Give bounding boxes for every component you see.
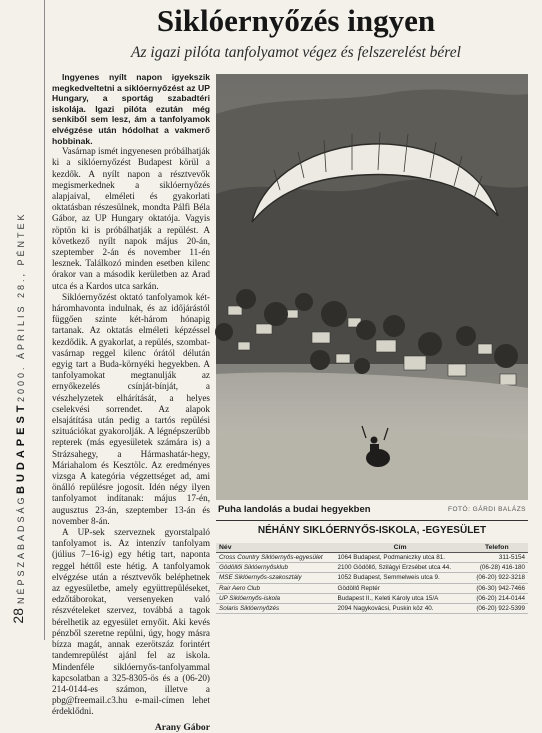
schools-table [216,543,528,614]
issue-date: 2000. ÁPRILIS 28., PÉNTEK [16,211,26,402]
paper-name: NÉPSZABADSÁG [16,494,26,604]
article-column [52,72,210,733]
school-name: MSE Siklóernyős-szakosztály [216,573,335,583]
school-address: Budapest II., Keleti Károly utca 15/A [335,593,466,603]
header-address: Cím [335,543,466,553]
table-row [216,603,528,613]
school-phone: (06-20) 922-5399 [466,603,528,613]
paraglider-photo-image [216,74,528,500]
table-row [216,563,528,573]
school-address: 1052 Budapest, Semmelweis utca 9. [335,573,466,583]
byline: Arany Gábor [154,721,210,733]
subtitle: Az igazi pilóta tanfolyamot végez és felszerelést bérel [131,44,461,61]
school-name: UP Siklóernyős-iskola [216,593,335,603]
school-phone: (06-20) 214-0144 [466,593,528,603]
school-address: 2100 Gödöllő, Szilágyi Erzsébet utca 44. [335,563,466,573]
masthead-strip [0,0,45,640]
school-phone: (06-28) 416-180 [466,563,528,573]
table-row [216,573,528,583]
table-row [216,593,528,603]
school-phone: (06-20) 922-3218 [466,573,528,583]
school-phone: (06-30) 942-7466 [466,583,528,593]
paraglider-photo [216,74,528,500]
photo-caption: Puha landolás a budai hegyekben [218,503,371,515]
school-address: Gödöllő Reptér [335,583,466,593]
school-name: Rair Aero Club [216,583,335,593]
school-phone: 311-5154 [466,553,528,563]
school-address: 1064 Budapest, Podmaniczky utca 81. [335,553,466,563]
schools-title: NÉHÁNY SIKLÓERNYŐS-ISKOLA, -EGYESÜLET [257,525,487,536]
photo-caption-row [218,502,526,516]
table-row [216,583,528,593]
header-phone: Telefon [466,543,528,553]
article-paragraph-1: Vasárnap ismét ingyenesen próbálhatják ki a siklóernyőzést Budapest körül a kezdők. A nyílt napon a résztvevők megismerkednek a siklóernyőzés alapjaival, elméleti és gyakorlati oktatásban részesülnek, mondta Pálfi Béla Gábor, az UP Hungary oktatója. Vagyis röptön ki is próbálhatják a repülést. A következő nyílt napok május 20-án, szeptember 2-án és november 11-én lesznek. Találkozó minden esetben kilenc órakor van a második kerületben az Arad utca és a Kardos utca sarkán. [52,146,210,291]
city-name: BUDAPEST [15,401,27,495]
school-name: Gödöllői Siklóernyősklub [216,563,335,573]
article-paragraph-2: Siklóernyőzést oktató tanfolyamok két-háromhavonta indulnak, és az időjárástól függően szinte két-három hónapig tartanak. Az oktatás elméleti képzéssel kezdődik. A gyakorlat, a repülés, szombat-vasárnap reggel kilenc órától délután egyig tart a Buda-környéki hegyekben. A tanfolyamokat megtanulják az ernyőkezelés csínját-bínját, a vészhelyzetek elhárítását, a helyes cselekvési sorrendet. Az alapok elsajátítása után pedig a tartós repülési szituációkat gyakorolják. A légnépszerűbb repterek (más egyesületek számára is) a Strázsahegy, a Hármashatár-hegy, Máriahalom és Kesztölc. Az eredményes vizsga A kategória végzettséget ad, ami önálló repülésre jogosít. Idén négy ilyen tanfolyamot indítanak: május 17-én, augusztus 23-án, szeptember 13-án és november 8-án. [52,291,210,526]
headline: Siklóernyőzés ingyen [156,3,436,38]
school-name: Solaris Siklóernyőzés [216,603,335,613]
photo-credit: FOTÓ: GÁRDI BALÁZS [448,505,526,513]
school-name: Cross Country Siklóernyős-egyesület [216,553,335,563]
table-row [216,553,528,563]
school-address: 2094 Nagykovácsi, Puskin köz 40. [335,603,466,613]
masthead-text [8,6,34,604]
schools-box [216,520,528,639]
header-name: Név [216,543,335,553]
article-paragraph-3: A UP-sek szerveznek gyorstalpaló tanfolyamot is. Az intenzív tanfolyam (július 7–16-ig) egy hétig tart, naponta reggel héttől este hétig. A tanfolyamok elvégzése után a résztvevők beléphetnek az egyesületbe, amely együttrepüléseket, edzőtáborokat, versenyeken való részvételeket szervez, továbbá a tagok bérelhetik az egyesület ernyőit. Aki kevés pénzből szeretne repülni, úgy, hogy másra bízza magát, annak ezerötszáz forintért tandemrepülést ajánl fel az iskola. Mindenféle siklóernyős-tanfolyammal kapcsolatban a 325-8305-ös és a (06-20) 214-0144-es számon, illetve a pbg@freemail.c3.hu e-mail-címen lehet érdeklődni. [52,527,210,717]
page-number: 28 [10,608,26,624]
schools-header-row [216,543,528,553]
article-lead: Ingyenes nyílt napon igyekszik megkedveltetni a siklóernyőzést az UP Hungary, a sportág szabadtéri iskolája. Igazi pilóta ezután még senkiből sem lesz, ám a tanfolyamok elvégzése után hódolhat a vakmerő hobbinak. [52,72,210,146]
